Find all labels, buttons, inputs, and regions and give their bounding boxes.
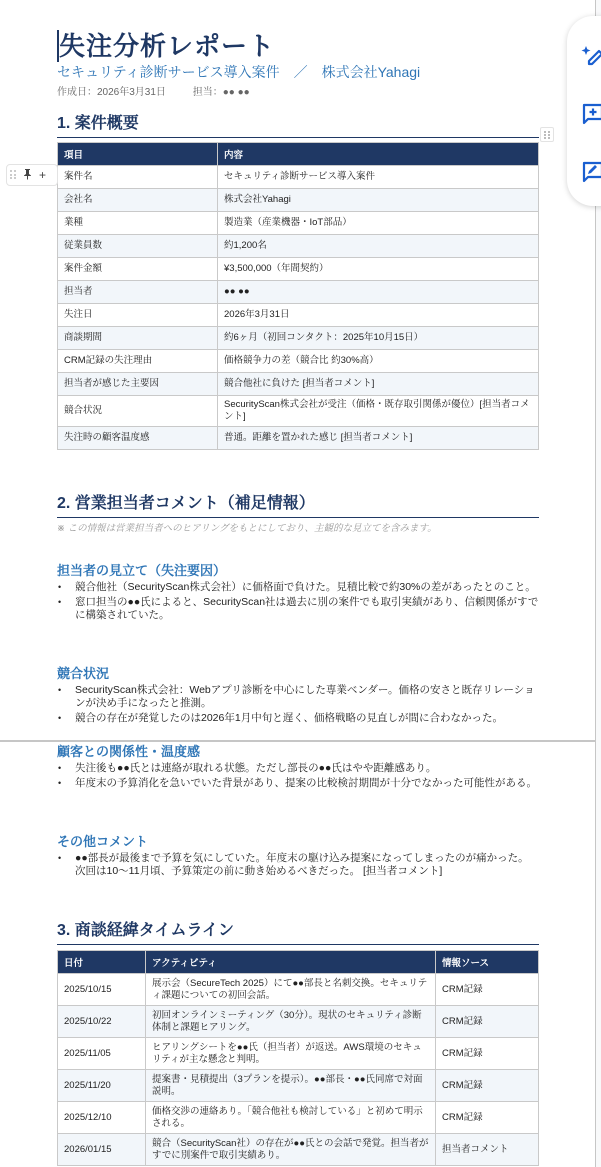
table-row: [58, 327, 539, 350]
column-header: 内容: [218, 143, 539, 166]
bullet-list: [57, 684, 539, 727]
cell-value: 価格競争力の差（競合比 約30%高）: [218, 350, 539, 373]
column-header: 情報ソース: [436, 951, 539, 974]
bullet-list: [57, 762, 539, 792]
table-header-row: [58, 143, 539, 166]
subsection-heading: 顧客との関係性・温度感: [57, 744, 201, 759]
table-row: [58, 1038, 539, 1070]
cell-source: CRM記録: [436, 1006, 539, 1038]
cell-value: 普通。距離を置かれた感じ [担当者コメント]: [218, 427, 539, 450]
cell-label: 商談期間: [58, 327, 218, 350]
cell-value: 約6ヶ月（初回コンタクト：2025年10月15日）: [218, 327, 539, 350]
subsection-heading: 担当者の見立て（失注要因）: [57, 563, 227, 578]
cell-value: ●● ●●: [218, 281, 539, 304]
table-header-row: [58, 951, 539, 974]
cell-source: CRM記録: [436, 974, 539, 1006]
table-row: [58, 350, 539, 373]
cell-source: CRM記録: [436, 1038, 539, 1070]
overview-table: [57, 142, 539, 450]
cell-date: 2025/11/05: [58, 1038, 146, 1070]
list-item: • 競合の存在が発覚したのは2026年1月中旬と遅く、価格戦略の見直しが間に合わなかった。: [57, 712, 539, 725]
cell-value: 製造業（産業機器・IoT部品）: [218, 212, 539, 235]
suggest-edit-button[interactable]: [581, 160, 601, 184]
section-2-heading: 2. 営業担当者コメント（補足情報）: [57, 490, 539, 518]
cell-value: SecurityScan株式会社が受注（価格・既存取引関係が優位）[担当者コメント]: [218, 396, 539, 427]
table-row: [58, 212, 539, 235]
ai-edit-icon: [581, 44, 601, 68]
list-item: • ●●部長が最後まで予算を気にしていた。年度末の駆け込み提案になってしまったのが痛かった。次回は10〜11月頃、予算策定の前に動き始めるべきだった。 [担当者コメント]: [57, 852, 539, 878]
cell-value: 約1,200名: [218, 235, 539, 258]
cell-source: CRM記録: [436, 1070, 539, 1102]
list-item: • 失注後も●●氏とは連絡が取れる状態。ただし部長の●●氏はやや距離感あり。: [57, 762, 539, 775]
list-item: • 窓口担当の●●氏によると、SecurityScan社は過去に別の案件でも取引実績があり、信頼関係がすでに構築されていた。: [57, 596, 539, 622]
cell-value: 2026年3月31日: [218, 304, 539, 327]
plus-icon[interactable]: +: [39, 168, 47, 182]
column-header: 日付: [58, 951, 146, 974]
timeline-table: [57, 950, 539, 1166]
cell-activity: 初回オンラインミーティング（30分）。現状のセキュリティ診断体制と課題ヒアリング。: [146, 1006, 436, 1038]
list-item: • 年度末の予算消化を急いでいた背景があり、提案の比較検討期間が十分でなかった可能性がある。: [57, 777, 539, 790]
cell-date: 2025/11/20: [58, 1070, 146, 1102]
cell-label: 会社名: [58, 189, 218, 212]
table-row: [58, 258, 539, 281]
cell-label: 担当者が感じた主要因: [58, 373, 218, 396]
cell-label: 失注時の顧客温度感: [58, 427, 218, 450]
cell-activity: 価格交渉の連絡あり。「競合他社も検討している」と初めて明示される。: [146, 1102, 436, 1134]
add-comment-icon: [581, 102, 601, 126]
table-row: [58, 373, 539, 396]
cell-source: CRM記録: [436, 1102, 539, 1134]
table-row: [58, 1102, 539, 1134]
cell-label: 案件名: [58, 166, 218, 189]
subsection-heading: 競合状況: [57, 666, 110, 681]
cell-date: 2026/01/15: [58, 1134, 146, 1166]
cell-label: 競合状況: [58, 396, 218, 427]
page-break-divider: [0, 740, 596, 742]
bullet-list: [57, 852, 539, 880]
cell-activity: 展示会（SecureTech 2025）にて●●部長と名刺交換。セキュリティ課題についての初回会話。: [146, 974, 436, 1006]
created-date: 作成日：2026年3月31日: [57, 87, 166, 98]
pin-icon[interactable]: [22, 168, 33, 183]
cell-date: 2025/12/10: [58, 1102, 146, 1134]
drag-handle-icon[interactable]: [10, 170, 16, 180]
cell-value: ¥3,500,000（年間契約）: [218, 258, 539, 281]
section-3-heading: 3. 商談経緯タイムライン: [57, 917, 539, 945]
table-row: [58, 235, 539, 258]
cell-date: 2025/10/22: [58, 1006, 146, 1038]
table-row: [58, 189, 539, 212]
bullet-list: [57, 581, 539, 624]
cell-activity: 提案書・見積提出（3プランを提示）。●●部長・●●氏同席で対面説明。: [146, 1070, 436, 1102]
list-item: • 競合他社（SecurityScan株式会社）に価格面で負けた。見積比較で約30%の差があったとのこと。: [57, 581, 539, 594]
section-1-heading: 1. 案件概要: [57, 110, 539, 138]
add-comment-button[interactable]: [581, 102, 601, 126]
cell-activity: ヒアリングシートを●●氏（担当者）が返送。AWS環境のセキュリティが主な懸念と判明。: [146, 1038, 436, 1070]
suggest-edit-icon: [581, 160, 601, 184]
column-header: アクティビティ: [146, 951, 436, 974]
cell-label: 失注日: [58, 304, 218, 327]
cell-value: セキュリティ診断サービス導入案件: [218, 166, 539, 189]
section-2-note: ※ この情報は営業担当者へのヒアリングをもとにしており、主観的な見立てを含みます。: [57, 523, 437, 534]
cell-activity: 競合（SecurityScan社）の存在が●●氏との会話で発覚。担当者がすでに別案件で取引実績あり。: [146, 1134, 436, 1166]
report-subtitle: セキュリティ診断サービス導入案件 ／ 株式会社Yahagi: [57, 64, 421, 80]
cell-value: 競合他社に負けた [担当者コメント]: [218, 373, 539, 396]
table-row: [58, 1134, 539, 1166]
table-row: [58, 1070, 539, 1102]
cell-label: 担当者: [58, 281, 218, 304]
list-item: • SecurityScan株式会社：Webアプリ診断を中心にした専業ベンダー。価格の安さと既存リレーションが決め手になったと推測。: [57, 684, 539, 710]
table-row: [58, 396, 539, 427]
report-meta: [57, 83, 250, 98]
table-row: [58, 1006, 539, 1038]
report-title[interactable]: 失注分析レポート: [59, 31, 276, 61]
column-header: 項目: [58, 143, 218, 166]
table-row: [58, 281, 539, 304]
cell-label: CRM記録の失注理由: [58, 350, 218, 373]
cell-source: 担当者コメント: [436, 1134, 539, 1166]
ai-edit-button[interactable]: [581, 44, 601, 68]
cell-label: 業種: [58, 212, 218, 235]
report-owner: 担当：●● ●●: [192, 87, 250, 98]
table-drag-handle-icon[interactable]: [540, 127, 554, 142]
table-row: [58, 166, 539, 189]
table-row: [58, 427, 539, 450]
table-row: [58, 304, 539, 327]
subsection-heading: その他コメント: [57, 834, 149, 849]
block-toolbar: [6, 164, 58, 186]
cell-label: 案件金額: [58, 258, 218, 281]
cell-date: 2025/10/15: [58, 974, 146, 1006]
table-row: [58, 974, 539, 1006]
side-action-panel: [567, 16, 601, 206]
cell-value: 株式会社Yahagi: [218, 189, 539, 212]
cell-label: 従業員数: [58, 235, 218, 258]
